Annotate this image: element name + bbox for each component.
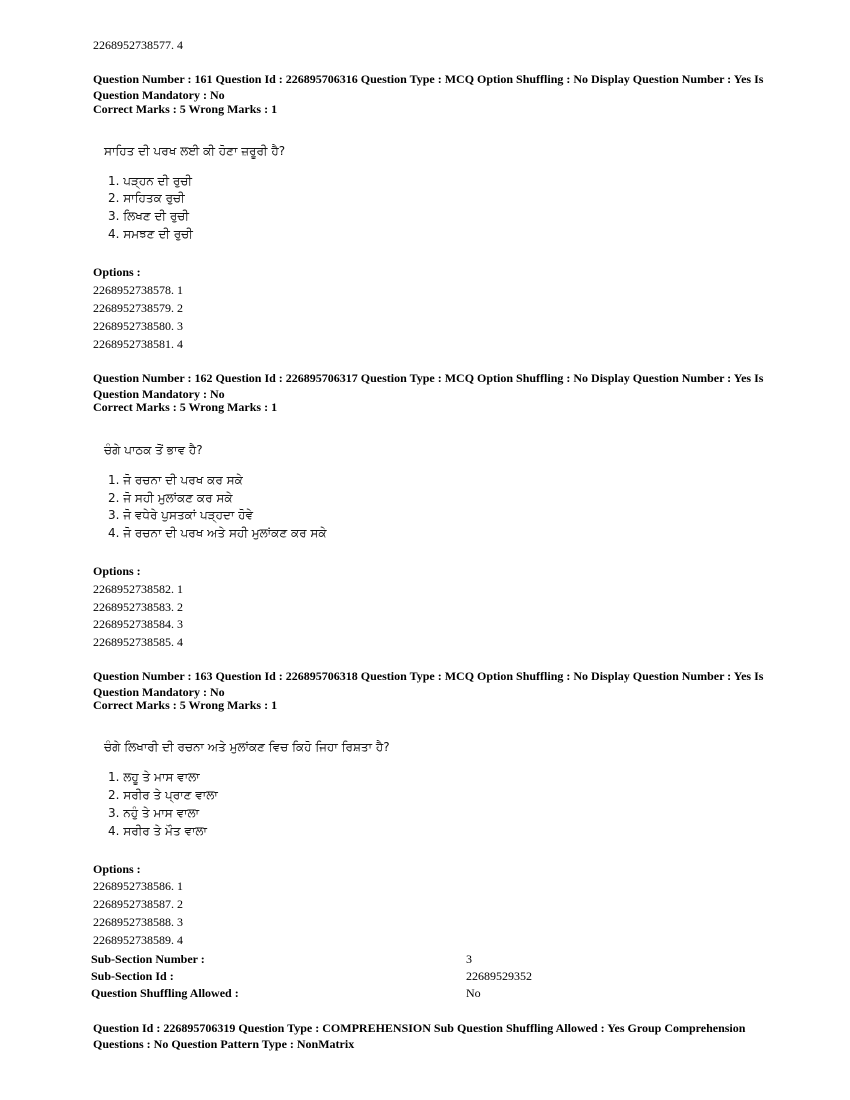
option-id: 2268952738577. 4 — [93, 38, 183, 52]
options-label: Options : — [93, 862, 141, 876]
choice-item: 4. ਜੋ ਰਚਨਾ ਦੀ ਪਰਖ ਅਤੇ ਸਹੀ ਮੁਲਾਂਕਣ ਕਰ ਸਕੇ — [108, 526, 327, 540]
marks-line: Correct Marks : 5 Wrong Marks : 1 — [93, 400, 278, 414]
subsection-number-value: 3 — [466, 952, 472, 966]
option-id: 2268952738583. 2 — [93, 600, 183, 614]
option-id: 2268952738589. 4 — [93, 933, 183, 947]
marks-line: Correct Marks : 5 Wrong Marks : 1 — [93, 698, 278, 712]
subsection-id-value: 22689529352 — [466, 969, 532, 983]
question-text: ਚੰਗੇ ਪਾਠਕ ਤੋਂ ਭਾਵ ਹੈ? — [104, 443, 203, 457]
choice-item: 3. ਲਿਖਣ ਦੀ ਰੁਚੀ — [108, 209, 189, 223]
option-id: 2268952738580. 3 — [93, 319, 183, 333]
option-id: 2268952738578. 1 — [93, 283, 183, 297]
options-label: Options : — [93, 564, 141, 578]
comprehension-header: Question Id : 226895706319 Question Type : COMPREHENSION Sub Question Shuffling Allowed : Yes Group Comprehension Questions : No Question Pattern Type : NonMatrix — [93, 1021, 746, 1051]
option-id: 2268952738586. 1 — [93, 879, 183, 893]
question-header: Question Number : 163 Question Id : 226895706318 Question Type : MCQ Option Shuffling : No Display Question Number : Yes Is Question Mandatory : No — [93, 669, 764, 699]
choice-item: 1. ਜੋ ਰਚਨਾ ਦੀ ਪਰਖ ਕਰ ਸਕੇ — [108, 473, 243, 487]
choice-item: 4. ਸਰੀਰ ਤੇ ਮੌਤ ਵਾਲਾ — [108, 824, 207, 838]
question-header: Question Number : 161 Question Id : 226895706316 Question Type : MCQ Option Shuffling : No Display Question Number : Yes Is Question Mandatory : No — [93, 72, 764, 102]
choice-item: 2. ਸਾਹਿਤਕ ਰੁਚੀ — [108, 191, 185, 205]
choice-item: 2. ਜੋ ਸਹੀ ਮੁਲਾਂਕਣ ਕਰ ਸਕੇ — [108, 491, 233, 505]
choice-item: 1. ਲਹੂ ਤੇ ਮਾਸ ਵਾਲਾ — [108, 770, 200, 784]
choice-item: 3. ਨਹੁੰ ਤੇ ਮਾਸ ਵਾਲਾ — [108, 806, 200, 820]
subsection-id-label: Sub-Section Id : — [91, 969, 174, 983]
marks-line: Correct Marks : 5 Wrong Marks : 1 — [93, 102, 278, 116]
option-id: 2268952738581. 4 — [93, 337, 183, 351]
question-text: ਚੰਗੇ ਲਿਖਾਰੀ ਦੀ ਰਚਨਾ ਅਤੇ ਮੁਲਾਂਕਣ ਵਿਚ ਕਿਹੋ ਜਿਹਾ ਰਿਸ਼ਤਾ ਹੈ? — [104, 740, 390, 754]
option-id: 2268952738587. 2 — [93, 897, 183, 911]
option-id: 2268952738588. 3 — [93, 915, 183, 929]
option-id: 2268952738584. 3 — [93, 617, 183, 631]
option-id: 2268952738582. 1 — [93, 582, 183, 596]
choice-item: 3. ਜੋ ਵਧੇਰੇ ਪੁਸਤਕਾਂ ਪੜ੍ਹਦਾ ਹੋਵੇ — [108, 508, 254, 522]
choice-item: 1. ਪੜ੍ਹਨ ਦੀ ਰੁਚੀ — [108, 174, 193, 188]
question-shuffling-label: Question Shuffling Allowed : — [91, 986, 239, 1000]
choice-item: 4. ਸਮਝਣ ਦੀ ਰੁਚੀ — [108, 227, 193, 241]
choice-item: 2. ਸਰੀਰ ਤੇ ਪ੍ਰਾਣ ਵਾਲਾ — [108, 788, 218, 802]
question-text: ਸਾਹਿਤ ਦੀ ਪਰਖ ਲਈ ਕੀ ਹੋਣਾ ਜ਼ਰੂਰੀ ਹੈ? — [104, 144, 286, 158]
question-header: Question Number : 162 Question Id : 226895706317 Question Type : MCQ Option Shuffling : No Display Question Number : Yes Is Question Mandatory : No — [93, 371, 764, 401]
option-id: 2268952738579. 2 — [93, 301, 183, 315]
subsection-number-label: Sub-Section Number : — [91, 952, 205, 966]
options-label: Options : — [93, 265, 141, 279]
question-shuffling-value: No — [466, 986, 481, 1000]
option-id: 2268952738585. 4 — [93, 635, 183, 649]
